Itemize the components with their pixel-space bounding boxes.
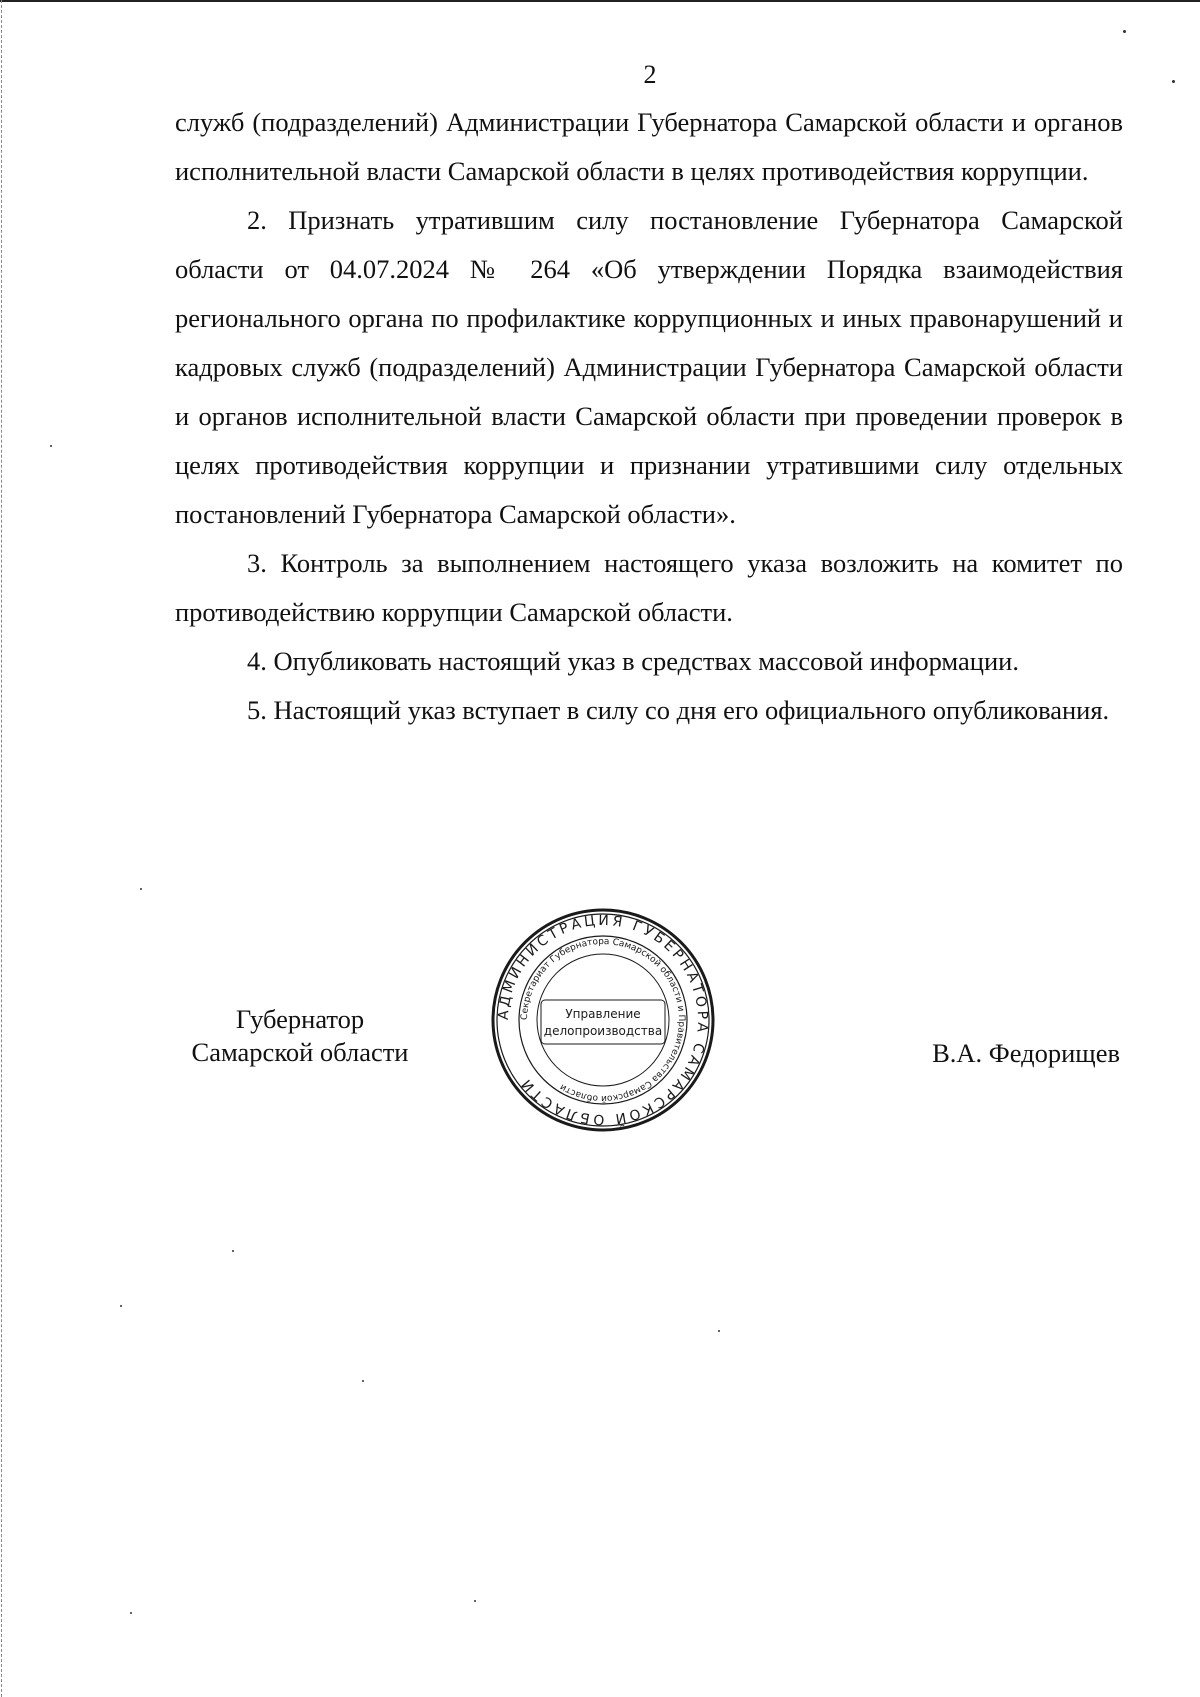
scan-speck (232, 1250, 234, 1252)
scan-speck (1123, 30, 1126, 33)
scan-edge-top (0, 0, 1200, 2)
paragraph-item-3: 3. Контроль за выполнением настоящего указа возложить на комитет по противодействию коррупции Самарской области. (175, 548, 1123, 627)
seal-outer-text: АДМИНИСТРАЦИЯ ГУБЕРНАТОРА САМАРСКОЙ ОБЛАСТИ (495, 912, 711, 1128)
signatory-position (175, 1003, 425, 1069)
scan-edge-left (1, 0, 3, 1697)
signatory-position-line2: Самарской области (191, 1037, 409, 1067)
document-body (175, 98, 1123, 735)
seal-center-line2: делопроизводства (543, 1024, 663, 1038)
paragraph-continuation: служб (подразделений) Администрации Губернатора Самарской области и органов исполнительной власти Самарской области в целях противодействия коррупции. (175, 107, 1123, 186)
page-number: 2 (643, 60, 657, 89)
paragraph-item-4: 4. Опубликовать настоящий указ в средствах массовой информации. (247, 646, 1019, 676)
official-seal-stamp (488, 905, 718, 1135)
paragraph-item-2: 2. Признать утратившим силу постановление Губернатора Самарской области от 04.07.2024 № 264 «Об утверждении Порядка взаимодействия регионального органа по профилактике коррупционных и иных правонарушений и кадровых служб (подразделений) Администрации Губернатора Самарской области и органов исполнительной власти Самарской области при проведении проверок в целях противодействия коррупции и признании утратившими силу отдельных постановлений Губернатора Самарской области». (175, 205, 1123, 529)
seal-center-line1: Управление (565, 1007, 641, 1021)
paragraph-item-5: 5. Настоящий указ вступает в силу со дня его официального опубликования. (247, 695, 1110, 725)
scan-speck (1172, 80, 1175, 83)
scan-speck (362, 1380, 364, 1382)
signatory-position-line1: Губернатор (235, 1004, 365, 1034)
scan-speck (718, 1330, 720, 1332)
scan-speck (474, 1600, 476, 1602)
scan-speck (50, 445, 52, 447)
scan-speck (120, 1305, 122, 1307)
scan-speck (140, 888, 142, 890)
seal-inner-text: Секретариат Губернатора Самарской области и Правительства Самарской области (519, 936, 687, 1104)
scan-speck (130, 1612, 132, 1614)
signatory-name: В.А. Федорищев (932, 1038, 1120, 1068)
